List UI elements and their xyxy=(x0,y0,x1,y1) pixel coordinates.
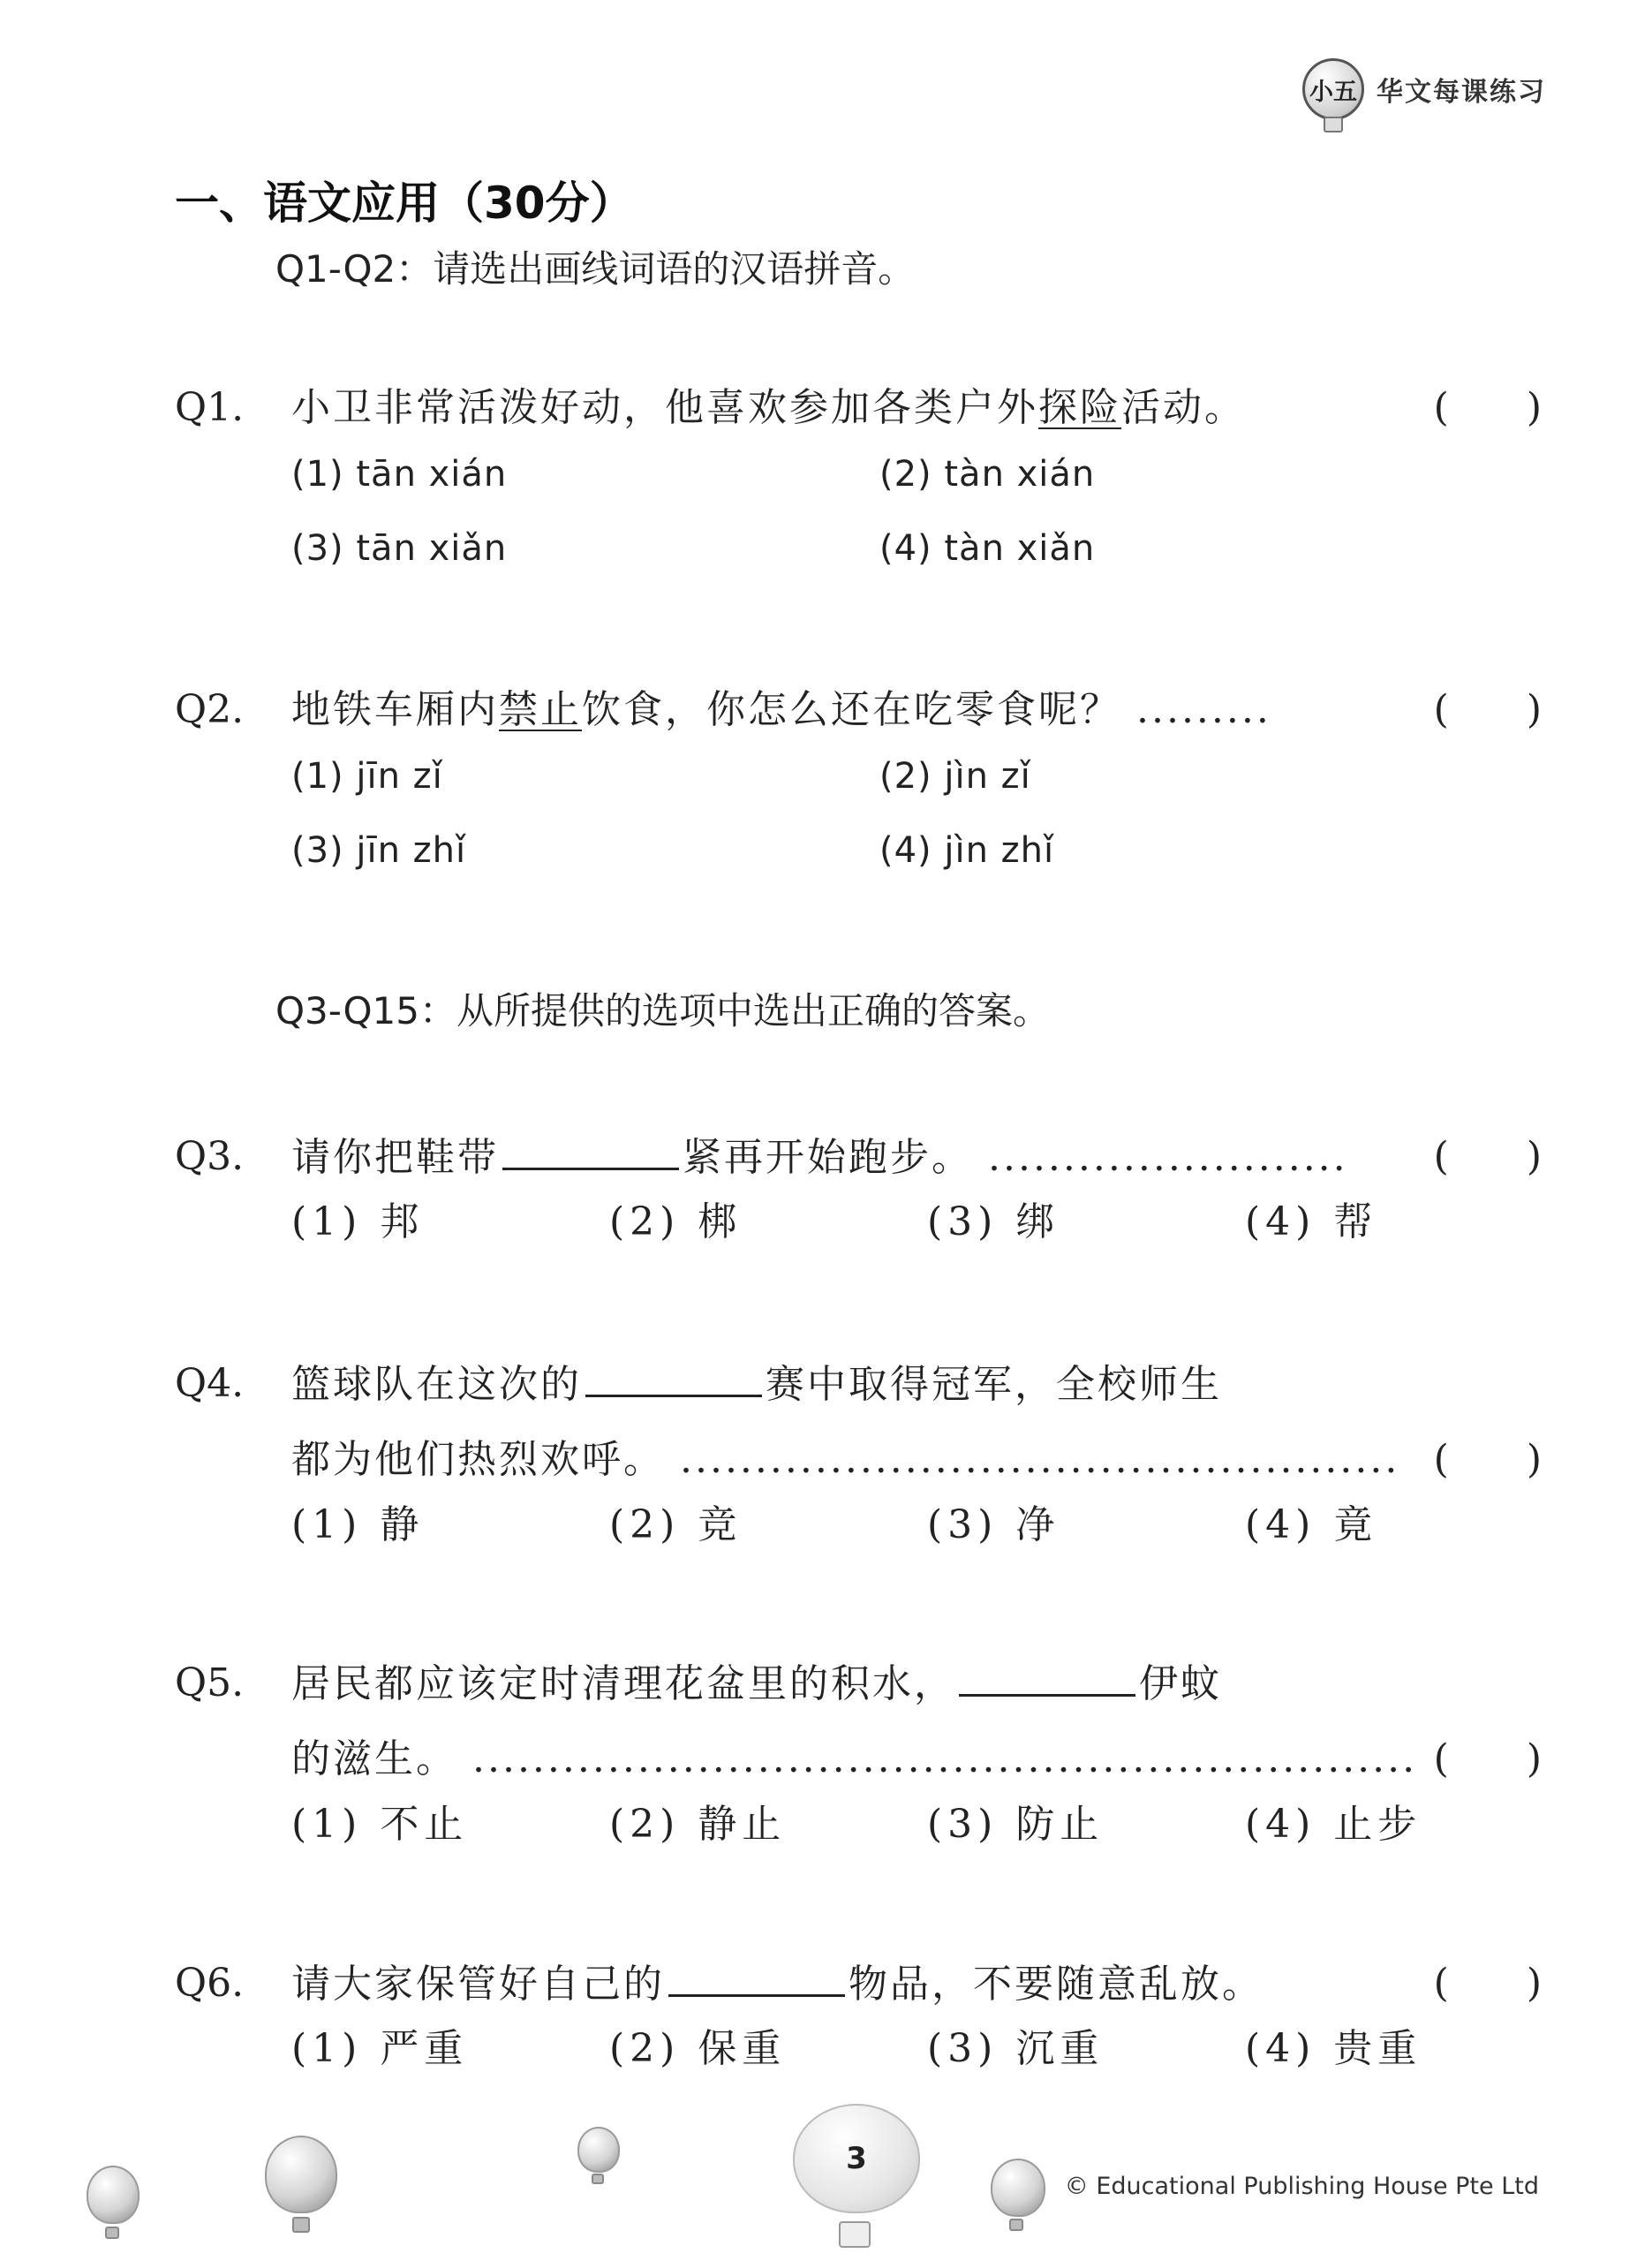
option-2[interactable]: (2) 竞 xyxy=(609,1502,743,1547)
question-number: Q4. xyxy=(175,1361,245,1406)
underlined-word: 探险 xyxy=(1038,385,1121,430)
fill-blank[interactable] xyxy=(585,1356,762,1397)
option-4[interactable]: (4) 贵重 xyxy=(1245,2026,1422,2071)
underlined-word: 禁止 xyxy=(499,687,582,732)
fill-blank[interactable] xyxy=(668,1955,845,1997)
option-1[interactable]: (1) 静 xyxy=(291,1502,425,1547)
option-3[interactable]: (3) 绑 xyxy=(927,1199,1060,1244)
balloon-basket-icon xyxy=(1009,2219,1023,2231)
question-text: 地铁车厢内禁止饮食，你怎么还在吃零食呢？ ......... xyxy=(291,687,1271,732)
instruction-choice: Q3-Q15：从所提供的选项中选出正确的答案。 xyxy=(275,989,1050,1032)
balloon-basket-icon xyxy=(1324,117,1343,132)
answer-box[interactable]: ( ) xyxy=(1433,385,1542,430)
answer-box[interactable]: ( ) xyxy=(1433,1961,1542,2006)
option-3[interactable]: (3) 防止 xyxy=(927,1802,1105,1847)
question-number: Q1. xyxy=(175,385,245,430)
option-2[interactable]: (2) 保重 xyxy=(609,2026,787,2071)
book-title: 华文每课练习 xyxy=(1377,77,1546,108)
balloon-basket-icon xyxy=(592,2174,604,2184)
option-3[interactable]: (3) 沉重 xyxy=(927,2026,1105,2071)
option-4[interactable]: (4) 帮 xyxy=(1245,1199,1378,1244)
balloon-basket-icon xyxy=(292,2217,310,2233)
question-text: 请你把鞋带 紧再开始跑步。 ........................ xyxy=(291,1129,1348,1186)
option-4[interactable]: (4) jìn zhǐ xyxy=(879,830,1055,871)
question-1 xyxy=(175,380,1542,585)
question-5 xyxy=(175,1655,1542,1862)
question-number: Q5. xyxy=(175,1660,245,1705)
question-text: 小卫非常活泼好动，他喜欢参加各类户外探险活动。 xyxy=(291,385,1246,430)
header-badge xyxy=(1302,58,1546,120)
option-4[interactable]: (4) 止步 xyxy=(1245,1802,1422,1847)
page-number: 3 xyxy=(793,2104,920,2213)
option-3[interactable]: (3) tān xiǎn xyxy=(291,528,508,569)
question-text-line2: 的滋生。 ............................................................... xyxy=(291,1736,1418,1781)
question-number: Q2. xyxy=(175,687,245,732)
balloon-icon xyxy=(577,2127,620,2173)
option-1[interactable]: (1) tān xián xyxy=(291,454,508,495)
option-1[interactable]: (1) 邦 xyxy=(291,1199,425,1244)
option-2[interactable]: (2) jìn zǐ xyxy=(879,756,1031,797)
option-3[interactable]: (3) jīn zhǐ xyxy=(291,830,467,871)
grade-badge: 小五 xyxy=(1302,58,1364,120)
question-3 xyxy=(175,1129,1542,1259)
option-2[interactable]: (2) 梆 xyxy=(609,1199,743,1244)
copyright-notice: © Educational Publishing House Pte Ltd xyxy=(1064,2173,1539,2200)
instruction-pinyin: Q1-Q2：请选出画线词语的汉语拼音。 xyxy=(275,247,916,291)
answer-box[interactable]: ( ) xyxy=(1433,687,1542,732)
answer-box[interactable]: ( ) xyxy=(1433,1736,1542,1781)
question-6 xyxy=(175,1955,1542,2086)
question-number: Q3. xyxy=(175,1134,245,1179)
question-text: 请大家保管好自己的 物品，不要随意乱放。 xyxy=(291,1955,1264,2013)
question-text: 居民都应该定时清理花盆里的积水， 伊蚊 xyxy=(291,1655,1222,1713)
question-4 xyxy=(175,1356,1542,1562)
option-1[interactable]: (1) 严重 xyxy=(291,2026,469,2071)
question-number: Q6. xyxy=(175,1961,245,2006)
answer-box[interactable]: ( ) xyxy=(1433,1437,1542,1482)
option-2[interactable]: (2) 静止 xyxy=(609,1802,787,1847)
balloon-basket-icon xyxy=(839,2221,871,2248)
option-4[interactable]: (4) tàn xiǎn xyxy=(879,528,1096,569)
fill-blank[interactable] xyxy=(959,1655,1135,1697)
section-title: 一、语文应用（30分） xyxy=(175,178,634,229)
option-1[interactable]: (1) jīn zǐ xyxy=(291,756,443,797)
option-2[interactable]: (2) tàn xián xyxy=(879,454,1096,495)
question-text: 篮球队在这次的 赛中取得冠军，全校师生 xyxy=(291,1356,1222,1413)
option-1[interactable]: (1) 不止 xyxy=(291,1802,469,1847)
fill-blank[interactable] xyxy=(502,1129,679,1170)
option-3[interactable]: (3) 净 xyxy=(927,1502,1060,1547)
question-text-line2: 都为他们热烈欢呼。 ................................................ xyxy=(291,1437,1400,1482)
balloon-basket-icon xyxy=(105,2227,119,2239)
balloon-icon xyxy=(265,2136,337,2213)
answer-box[interactable]: ( ) xyxy=(1433,1134,1542,1179)
balloon-icon xyxy=(991,2159,1045,2217)
question-2 xyxy=(175,682,1542,887)
balloon-icon xyxy=(87,2166,140,2224)
option-4[interactable]: (4) 竟 xyxy=(1245,1502,1378,1547)
